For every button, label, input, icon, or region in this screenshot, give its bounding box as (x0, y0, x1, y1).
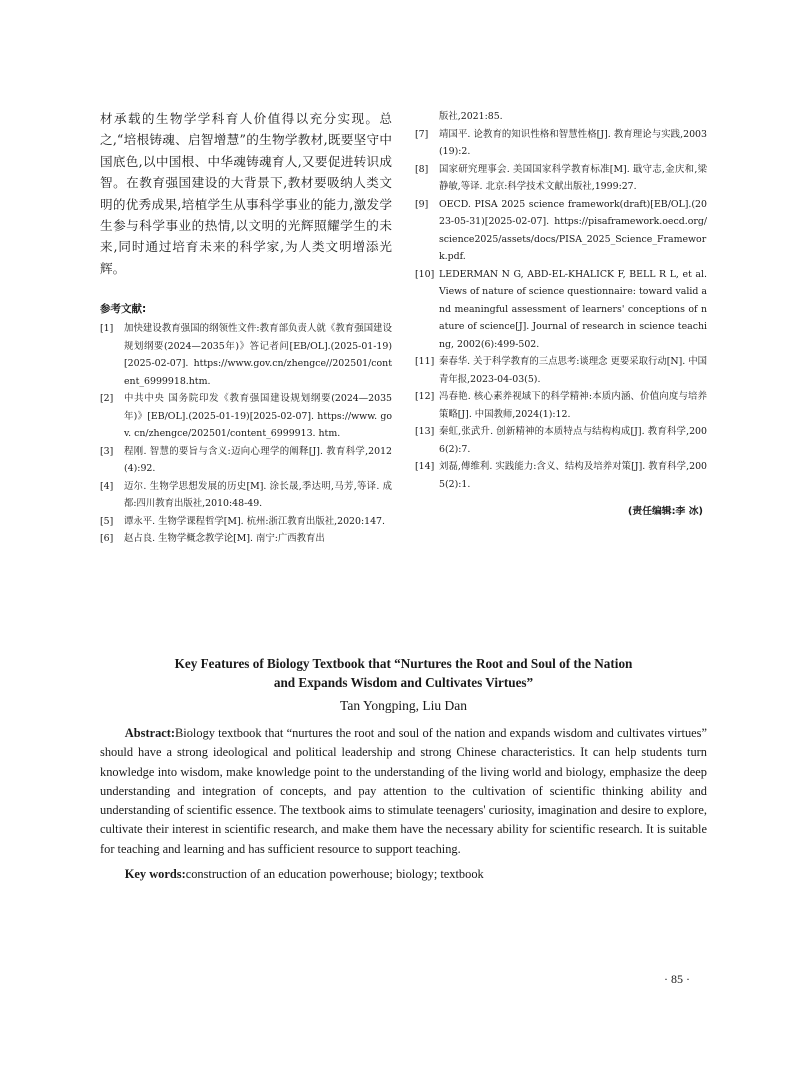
reference-text: 程刚. 智慧的要旨与含义:迈向心理学的阐释[J]. 教育科学,2012(4):92. (124, 445, 392, 475)
reference-text: 冯春艳. 核心素养视域下的科学精神:本质内涵、价值向度与培养策略[J]. 中国教师,2024(1):12. (439, 391, 707, 420)
english-title (100, 654, 707, 692)
references-heading: 参考文献: (100, 303, 147, 316)
keywords-text: construction of an education powerhouse; biology; textbook (185, 867, 484, 881)
reference-text: 秦虹,张武升. 创新精神的本质特点与结构构成[J]. 教育科学,2006(2):7. (439, 426, 707, 455)
reference-number: [3] (100, 445, 114, 457)
reference-item (100, 530, 392, 548)
abstract-text: Biology textbook that “nurtures the root and soul of the nation and expands wisdom and cultivates virtues” should have a strong ideological and political leadership and strong Chinese characteristics. It can help students turn knowledge into wisdom, make knowledge point to the understanding of the living world and biology, emphasize the deep understanding and integration of concepts, and pay attention to the cultivation of scientific thinking ability and understanding of scientific essence. The textbook aims to stimulate teenagers' curiosity, imagination and desire to explore, cultivate their interest in scientific research, and make them have the necessary ability for scientific research. It is suitable for teaching and learning and has sufficient resource to support teaching. (100, 726, 707, 856)
english-keywords (100, 865, 707, 884)
reference-text: 国家研究理事会. 美国国家科学教育标准[M]. 戢守志,金庆和,梁静敏,等译. 北京:科学技术文献出版社,1999:27. (439, 163, 707, 192)
reference-text: 赵占良. 生物学概念教学论[M]. 南宁:广西教育出 (124, 533, 325, 545)
reference-item (415, 161, 707, 196)
references-list-right (415, 126, 707, 494)
reference-number: [14] (415, 461, 435, 472)
reference-text: 秦春华. 关于科学教育的三点思考:谈理念 更要采取行动[N]. 中国青年报,2023-04-03(5). (439, 356, 707, 385)
english-title-line: and Expands Wisdom and Cultivates Virtues” (273, 675, 534, 690)
reference-text: LEDERMAN N G, ABD-EL-KHALICK F, BELL R L, et al. Views of nature of science questionnaire: toward valid and meaningful assessment of learners' conceptions of nature of science[J]. Journal of research in science teaching, 2002(6):499-502. (439, 268, 707, 350)
reference-number: [8] (415, 163, 429, 175)
reference-number: [12] (415, 391, 435, 402)
reference-item (100, 320, 392, 390)
reference-number: [6] (100, 533, 114, 545)
reference-item (100, 478, 392, 513)
reference-number: [13] (415, 426, 435, 437)
reference-item (100, 390, 392, 443)
reference-item (415, 423, 707, 458)
reference-item (415, 266, 707, 354)
page-number: · 85 · (664, 972, 690, 986)
reference-number: [9] (415, 198, 429, 210)
english-abstract (100, 724, 707, 859)
reference-text: OECD. PISA 2025 science framework(draft)[EB/OL].(2023-05-31)[2025-02-07]. https://pisaframework.oecd.org/science2025/assets/docs/PISA_2025_Science_Framework.pdf. (439, 198, 707, 262)
reference-item (415, 458, 707, 493)
english-title-line: Key Features of Biology Textbook that “Nurtures the Root and Soul of the Nation (174, 656, 633, 671)
reference-number: [11] (415, 356, 435, 367)
reference-text: 迈尔. 生物学思想发展的历史[M]. 涂长晟,季达明,马芳,等译. 成都:四川教育出版社,2010:48-49. (124, 480, 392, 510)
reference-number: [10] (415, 268, 435, 280)
reference-number: [1] (100, 323, 114, 335)
reference-text: 刘磊,傅维利. 实践能力:含义、结构及培养对策[J]. 教育科学,2005(2):1. (439, 461, 707, 490)
reference-text: 靖国平. 论教育的知识性格和智慧性格[J]. 教育理论与实践,2003(19):2. (439, 128, 707, 157)
responsible-editor: (责任编辑:李 冰) (627, 506, 703, 517)
reference-item (415, 353, 707, 388)
reference-text: 中共中央 国务院印发《教育强国建设规划纲要(2024—2035 年)》[EB/OL].(2025-01-19)[2025-02-07]. https://www. gov. cn/zhengce/202501/content_6999913. htm. (124, 393, 392, 440)
reference-number: [5] (100, 515, 114, 527)
reference-item (415, 126, 707, 161)
reference-number: [7] (415, 128, 429, 140)
body-paragraph: 材承载的生物学学科育人价值得以充分实现。总之,“培根铸魂、启智增慧”的生物学教材,既要坚守中国底色,以中国根、中华魂铸魂育人,又要促进转识成智。在教育强国建设的大背景下,教材要吸纳人类文明的优秀成果,培植学生从事科学事业的能力,激发学生参与科学事业的热情,以文明的光辉照耀学生的未来,同时通过培育未来的科学家,为人类文明增添光辉。 (100, 111, 392, 276)
reference-item (100, 513, 392, 531)
reference-number: [4] (100, 480, 114, 492)
reference-continuation: 版社,2021:85. (439, 111, 503, 122)
reference-text: 谭永平. 生物学课程哲学[M]. 杭州:浙江教育出版社,2020:147. (124, 515, 385, 527)
right-column (415, 108, 707, 517)
abstract-label: Abstract: (124, 726, 176, 740)
reference-item (415, 388, 707, 423)
left-column (100, 108, 392, 548)
keywords-label: Key words: (124, 867, 186, 881)
references-list-left (100, 320, 392, 548)
reference-number: [2] (100, 393, 114, 405)
reference-text: 加快建设教育强国的纲领性文件:教育部负责人就《教育强国建设规划纲要(2024—2035年)》答记者问[EB/OL].(2025-01-19)[2025-02-07]. https://www.gov.cn/zhengce//202501/content_6999918.htm. (124, 323, 392, 387)
reference-item (100, 443, 392, 478)
reference-item (415, 196, 707, 266)
english-authors: Tan Yongping, Liu Dan (340, 698, 467, 713)
